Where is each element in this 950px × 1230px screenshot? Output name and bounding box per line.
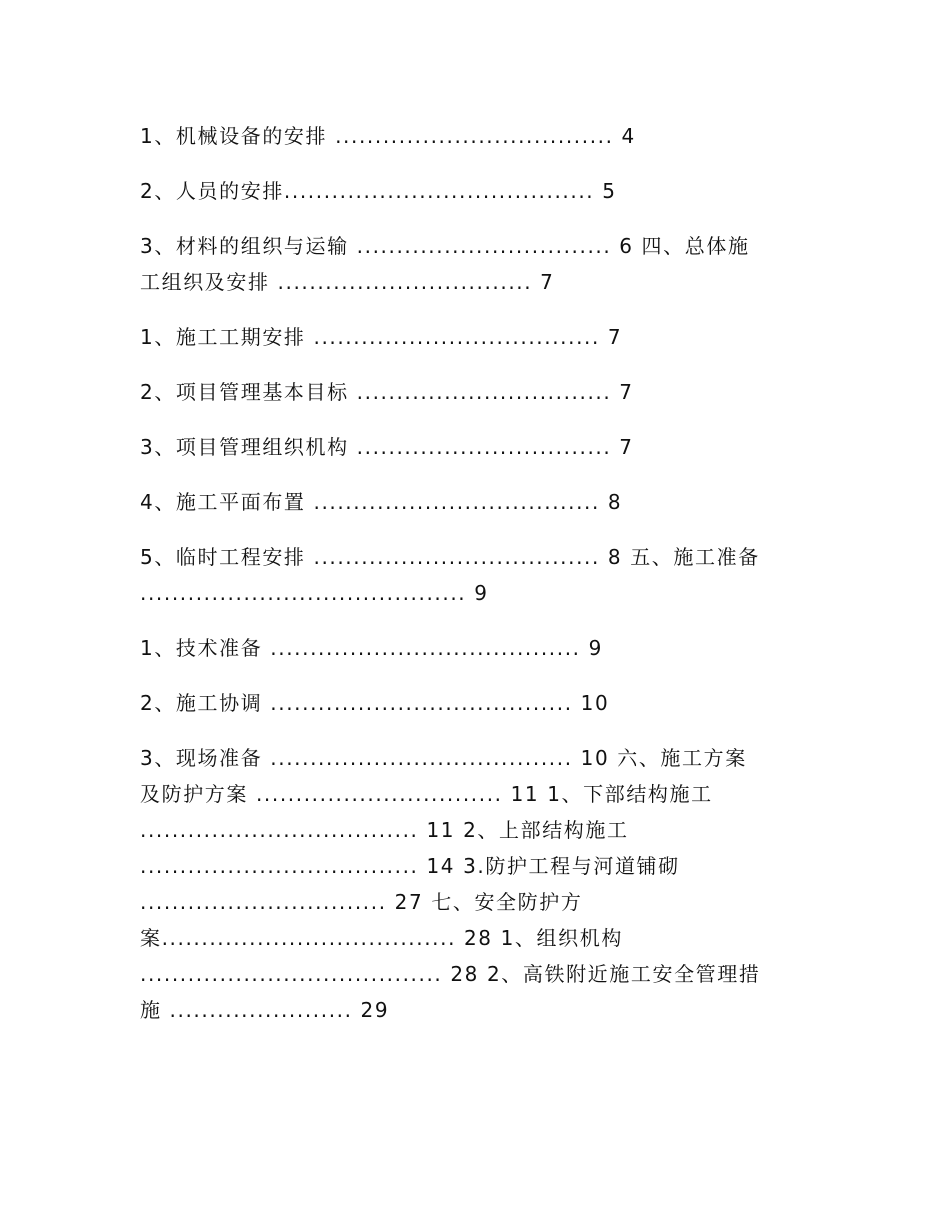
toc-line: 3、材料的组织与运输 ................................ 6 四、总体施 <box>140 234 750 258</box>
toc-line: 3、项目管理组织机构 ................................ 7 <box>140 435 634 459</box>
toc-line: ................................... 11 2、上部结构施工 <box>140 818 629 842</box>
toc-line: 2、人员的安排....................................... 5 <box>140 179 617 203</box>
toc-line: 5、临时工程安排 .................................... 8 五、施工准备 <box>140 545 760 569</box>
toc-line: 4、施工平面布置 .................................... 8 <box>140 490 623 514</box>
table-of-contents <box>140 118 812 1028</box>
toc-line: ................................... 14 3.防护工程与河道铺砌 <box>140 854 680 878</box>
toc-line: 2、项目管理基本目标 ................................ 7 <box>140 380 634 404</box>
toc-line: ...................................... 28 2、高铁附近施工安全管理措 <box>140 962 761 986</box>
toc-line: 1、机械设备的安排 ................................... 4 <box>140 124 636 148</box>
toc-line: 3、现场准备 ...................................... 10 六、施工方案 <box>140 746 747 770</box>
toc-line: 施 ....................... 29 <box>140 998 390 1022</box>
toc-line: 1、技术准备 ....................................... 9 <box>140 636 603 660</box>
toc-line: ......................................... 9 <box>140 581 489 605</box>
toc-line: 及防护方案 ............................... 11 1、下部结构施工 <box>140 782 713 806</box>
toc-line: ............................... 27 七、安全防护方 <box>140 890 583 914</box>
toc-line: 2、施工协调 ...................................... 10 <box>140 691 610 715</box>
toc-line: 案..................................... 28 1、组织机构 <box>140 926 623 950</box>
toc-line: 工组织及安排 ................................ 7 <box>140 270 555 294</box>
toc-line: 1、施工工期安排 .................................... 7 <box>140 325 623 349</box>
